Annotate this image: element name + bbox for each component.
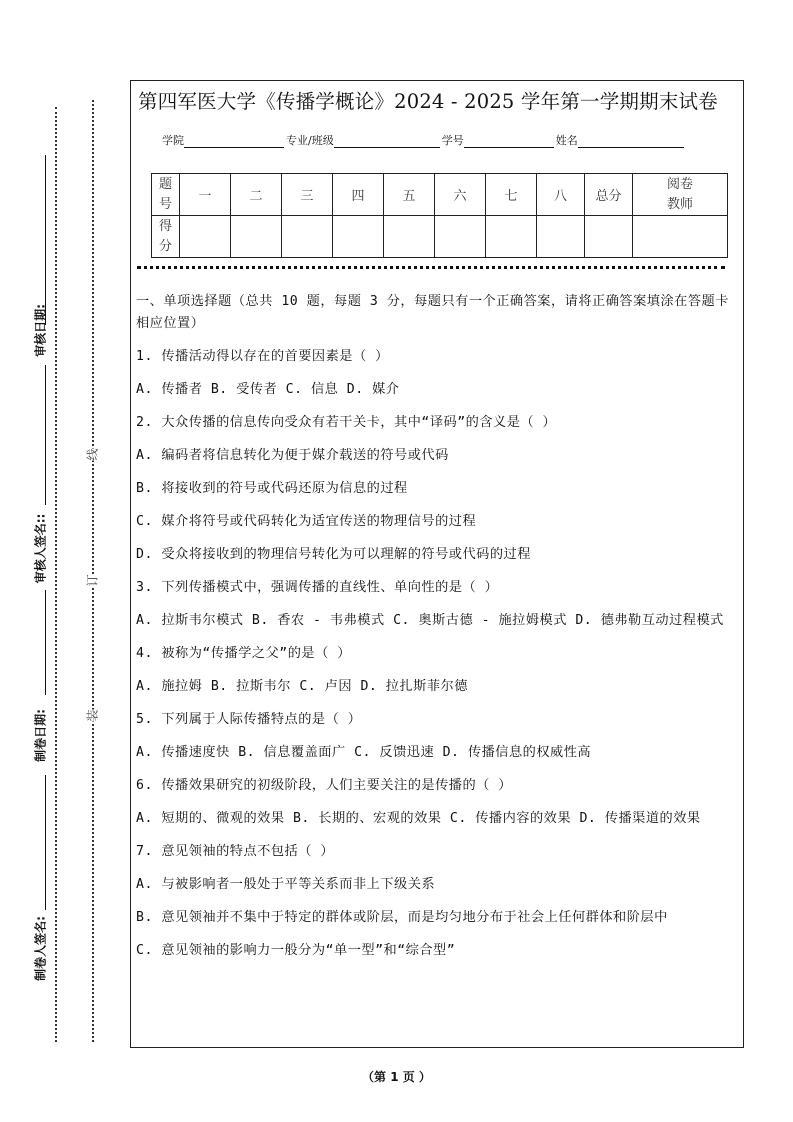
student-id-field[interactable]: [464, 135, 554, 148]
score-table: [151, 173, 728, 258]
binding-dotted-line: [55, 107, 57, 1042]
col-2: 二: [231, 174, 282, 216]
score-cell-8[interactable]: [537, 216, 585, 258]
label-char: 号: [158, 196, 172, 212]
question-stem: 4. 被称为“传播学之父”的是（ ）: [136, 646, 351, 661]
question-options: A. 短期的、微观的效果 B. 长期的、宏观的效果 C. 传播内容的效果 D. 传播渠道的效果: [136, 811, 701, 826]
col-1: 一: [180, 174, 231, 216]
question-option: B. 将接收到的符号或代码还原为信息的过程: [136, 481, 408, 496]
student-id-label: 学号: [441, 134, 464, 147]
section-single-choice: [136, 291, 742, 973]
label-char: 题: [158, 176, 172, 192]
score-cell-2[interactable]: [231, 216, 282, 258]
label-char: 得: [158, 218, 172, 234]
major-class-label: 专业/班级: [286, 134, 334, 147]
col-3: 三: [282, 174, 333, 216]
score-cell-1[interactable]: [180, 216, 231, 258]
score-cell-4[interactable]: [333, 216, 384, 258]
score-cell-total[interactable]: [585, 216, 633, 258]
col-6: 六: [435, 174, 486, 216]
grader-label-line: 阅卷: [666, 176, 693, 192]
question-option: C. 媒介将符号或代码转化为适宜传送的物理信号的过程: [136, 514, 477, 529]
question-options: A. 拉斯韦尔模式 B. 香农 - 韦弗模式 C. 奥斯古德 - 施拉姆模式 D. 德弗勒互动过程模式: [136, 613, 724, 628]
question-options: A. 传播者 B. 受传者 C. 信息 D. 媒介: [136, 382, 400, 397]
question-stem: 3. 下列传播模式中，强调传播的直线性、单向性的是（ ）: [136, 580, 499, 595]
col-5: 五: [384, 174, 435, 216]
score-cell-grader[interactable]: [633, 216, 728, 258]
question-stem: 5. 下列属于人际传播特点的是（ ）: [136, 712, 362, 727]
binding-dotted-line: [92, 100, 94, 1042]
question-option: A. 与被影响者一般处于平等关系而非上下级关系: [136, 877, 436, 892]
signature-line: [45, 590, 46, 695]
student-info-row: [162, 132, 686, 148]
col-grader: [633, 174, 728, 216]
name-field[interactable]: [578, 135, 684, 148]
question-option: D. 受众将接收到的物理信号转化为可以理解的符号或代码的过程: [136, 547, 531, 562]
col-7: 七: [486, 174, 537, 216]
cut-mark-zhuang: 装: [85, 709, 100, 722]
question-options: A. 传播速度快 B. 信息覆盖面广 C. 反馈迅速 D. 传播信息的权威性高: [136, 745, 592, 760]
page-number: （第 1 页 ）: [362, 1070, 431, 1084]
cut-mark-xian: 线: [85, 448, 100, 461]
college-field[interactable]: [184, 135, 284, 148]
score-cell-6[interactable]: [435, 216, 486, 258]
paper-author-signature-label: 制卷人签名:: [33, 916, 48, 981]
question-option: C. 意见领袖的影响力一般分为“单一型”和“综合型”: [136, 943, 456, 958]
question-options: A. 施拉姆 B. 拉斯韦尔 C. 卢因 D. 拉扎斯菲尔德: [136, 679, 468, 694]
score-cell-7[interactable]: [486, 216, 537, 258]
question-stem: 1. 传播活动得以存在的首要因素是（ ）: [136, 349, 389, 364]
cut-mark-ding: 订: [85, 574, 100, 587]
col-8: 八: [537, 174, 585, 216]
col-4: 四: [333, 174, 384, 216]
question-stem: 2. 大众传播的信息传向受众有若干关卡，其中“译码”的含义是（ ）: [136, 415, 557, 430]
label-char: 分: [158, 238, 172, 254]
exam-title: 第四军医大学《传播学概论》2024 - 2025 学年第一学期期末试卷: [138, 90, 718, 113]
col-total: 总分: [585, 174, 633, 216]
signature-line: [45, 365, 46, 505]
score-cell-3[interactable]: [282, 216, 333, 258]
score-label: [152, 216, 180, 258]
reviewer-signature-label: 审核人签名::: [33, 513, 48, 584]
signature-line: [45, 775, 46, 910]
dotted-separator: [137, 266, 725, 269]
name-label: 姓名: [555, 134, 578, 147]
paper-date-label: 制卷日期:: [33, 709, 48, 762]
score-table-header-row: [152, 174, 728, 216]
grader-label-line: 教师: [666, 196, 693, 212]
question-stem: 7. 意见领袖的特点不包括（ ）: [136, 844, 335, 859]
review-date-label: 审核日期:: [33, 304, 48, 357]
major-class-field[interactable]: [334, 135, 440, 148]
section-heading: 一、单项选择题（总共 10 题，每题 3 分，每题只有一个正确答案，请将正确答案填涂在答题卡相应位置）: [136, 294, 729, 331]
question-option: A. 编码者将信息转化为便于媒介载送的符号或代码: [136, 448, 449, 463]
college-label: 学院: [162, 134, 184, 147]
question-number-label: [152, 174, 180, 216]
question-stem: 6. 传播效果研究的初级阶段，人们主要关注的是传播的（ ）: [136, 778, 512, 793]
score-cell-5[interactable]: [384, 216, 435, 258]
question-option: B. 意见领袖并不集中于特定的群体或阶层，而是均匀地分布于社会上任何群体和阶层中: [136, 910, 668, 925]
score-table-score-row: [152, 216, 728, 258]
signature-line: [45, 155, 46, 325]
